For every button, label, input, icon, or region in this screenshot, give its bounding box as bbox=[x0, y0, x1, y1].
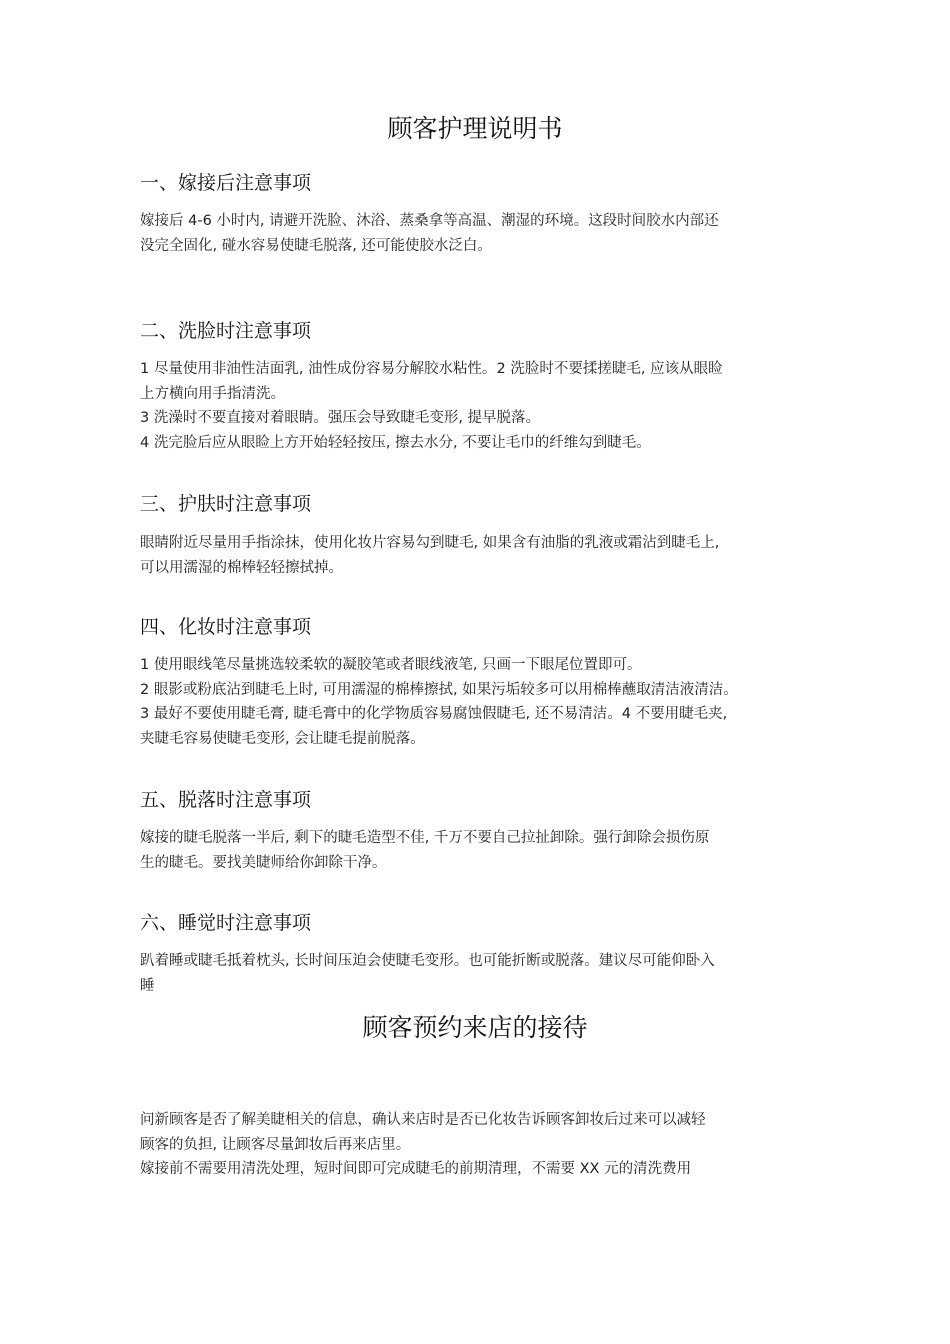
section-body-sleeping bbox=[140, 949, 830, 998]
section-heading-face-washing: 二、洗脸时注意事项 bbox=[140, 320, 312, 342]
text-line: 夹睫毛容易使睫毛变形, 会让睫毛提前脱落。 bbox=[140, 730, 425, 747]
section-heading-after-grafting: 一、嫁接后注意事项 bbox=[140, 172, 312, 194]
section-heading-shedding: 五、脱落时注意事项 bbox=[140, 789, 312, 811]
text-line: 眼睛附近尽量用手指涂抹，使用化妆片容易勾到睫毛, 如果含有油脂的乳液或霜沾到睫毛上, bbox=[140, 535, 720, 551]
section-body-makeup bbox=[140, 653, 830, 751]
section-body-skincare bbox=[140, 531, 830, 580]
section-heading-makeup: 四、化妆时注意事项 bbox=[140, 616, 312, 638]
text-line: 可以用濡湿的棉棒轻轻擦拭掉。 bbox=[140, 559, 343, 576]
text-line: 2 眼影或粉底沾到睫毛上时, 可用濡湿的棉棒擦拭, 如果污垢较多可以用棉棒蘸取清洁液清洁。 bbox=[140, 681, 738, 698]
text-line: 没完全固化, 碰水容易使睫毛脱落, 还可能使胶水泛白。 bbox=[140, 237, 492, 254]
text-line: 趴着睡或睫毛抵着枕头, 长时间压迫会使睫毛变形。也可能折断或脱落。建议尽可能仰卧入 bbox=[140, 953, 715, 969]
text-line: 1 尽量使用非油性洁面乳, 油性成份容易分解胶水粘性。2 洗脸时不要揉搓睫毛, 应该从眼睑 bbox=[140, 361, 723, 377]
text-line: 上方横向用手指清洗。 bbox=[140, 385, 285, 402]
section-body-face-washing bbox=[140, 357, 830, 455]
section-heading-sleeping: 六、睡觉时注意事项 bbox=[140, 912, 312, 934]
reception-title: 顾客预约来店的接待 bbox=[362, 1013, 588, 1042]
section-heading-skincare: 三、护肤时注意事项 bbox=[140, 493, 312, 515]
text-line: 嫁接的睫毛脱落一半后, 剩下的睫毛造型不佳, 千万不要自己拉扯卸除。强行卸除会损伤原 bbox=[140, 830, 710, 846]
text-line: 4 洗完脸后应从眼睑上方开始轻轻按压, 擦去水分, 不要让毛巾的纤维勾到睫毛。 bbox=[140, 434, 651, 451]
text-line: 问新顾客是否了解美睫相关的信息，确认来店时是否已化妆告诉顾客卸妆后过来可以减轻 bbox=[140, 1112, 706, 1128]
section-body-after-grafting bbox=[140, 209, 830, 258]
text-line: 顾客的负担, 让顾客尽量卸妆后再来店里。 bbox=[140, 1136, 411, 1153]
reception-body bbox=[140, 1108, 830, 1182]
text-line: 生的睫毛。要找美睫师给你卸除干净。 bbox=[140, 854, 387, 871]
text-line: 嫁接前不需要用清洗处理，短时间即可完成睫毛的前期清理，不需要 XX 元的清洗费用 bbox=[140, 1161, 692, 1177]
section-body-shedding bbox=[140, 826, 830, 875]
text-line: 3 洗澡时不要直接对着眼睛。强压会导致睫毛变形, 提早脱落。 bbox=[140, 410, 541, 426]
text-line: 3 最好不要使用睫毛膏, 睫毛膏中的化学物质容易腐蚀假睫毛, 还不易清洁。4 不要用睫毛夹, bbox=[140, 706, 728, 722]
text-line: 睡 bbox=[140, 977, 155, 994]
text-line: 1 使用眼线笔尽量挑选较柔软的凝胶笔或者眼线液笔, 只画一下眼尾位置即可。 bbox=[140, 657, 642, 673]
document-title: 顾客护理说明书 bbox=[387, 114, 563, 143]
text-line: 嫁接后 4-6 小时内, 请避开洗脸、沐浴、蒸桑拿等高温、潮湿的环境。这段时间胶水内部还 bbox=[140, 213, 719, 229]
